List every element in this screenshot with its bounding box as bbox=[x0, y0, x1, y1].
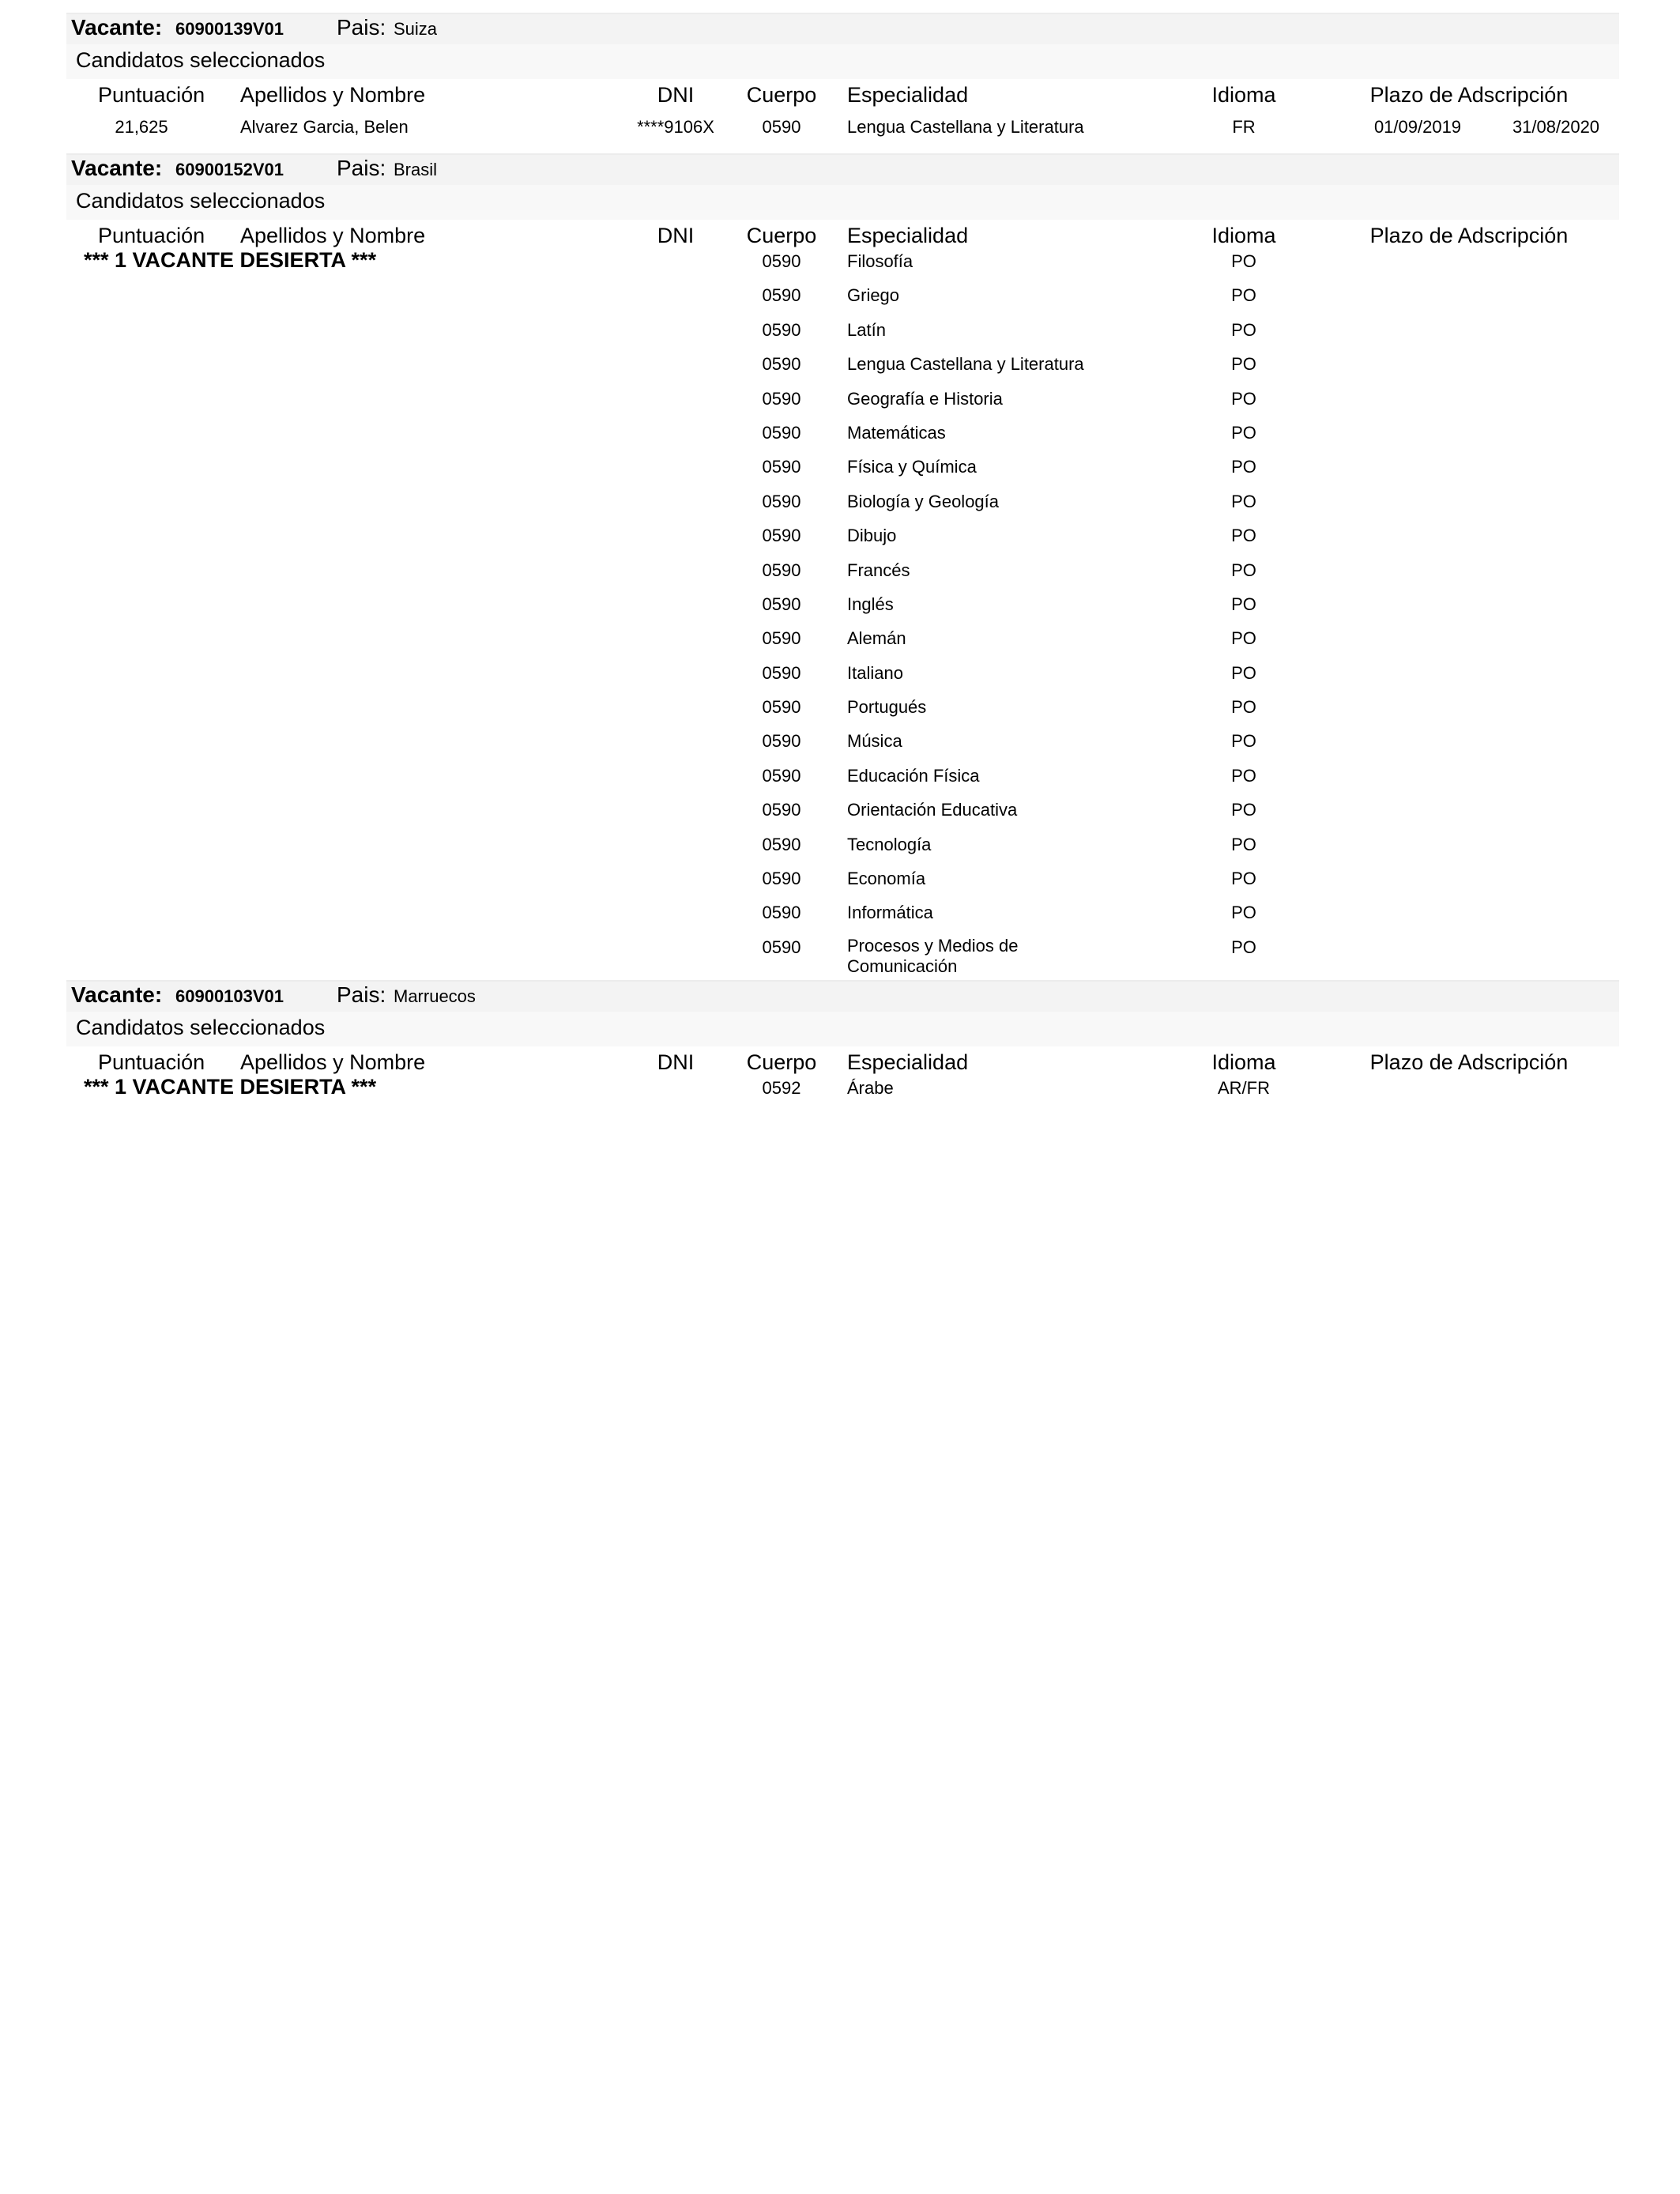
table-row bbox=[66, 590, 1619, 624]
cell-especialidad: Tecnología bbox=[847, 834, 932, 854]
cell-cuerpo: 0590 bbox=[762, 697, 801, 718]
cell-especialidad: Griego bbox=[847, 285, 900, 306]
cell-cuerpo: 0590 bbox=[762, 662, 801, 683]
table-row bbox=[66, 487, 1619, 521]
pais-value: Suiza bbox=[394, 19, 438, 39]
vacante-header bbox=[66, 155, 1619, 185]
col-especialidad: Especialidad bbox=[847, 83, 969, 107]
table-row bbox=[66, 761, 1619, 795]
cell-cuerpo: 0590 bbox=[762, 800, 801, 820]
col-cuerpo: Cuerpo bbox=[746, 224, 817, 247]
cell-idioma: FR bbox=[1232, 117, 1256, 137]
cell-especialidad: Lengua Castellana y Literatura bbox=[847, 354, 1084, 375]
cell-cuerpo: 0592 bbox=[762, 1077, 801, 1098]
cell-especialidad: Portugués bbox=[847, 697, 927, 718]
table-row bbox=[66, 830, 1619, 864]
cell-cuerpo: 0590 bbox=[762, 834, 801, 854]
cell-idioma: PO bbox=[1231, 285, 1256, 306]
cell-idioma: PO bbox=[1231, 765, 1256, 786]
col-idioma: Idioma bbox=[1211, 224, 1276, 247]
col-especialidad: Especialidad bbox=[847, 1050, 969, 1074]
cell-idioma: PO bbox=[1231, 834, 1256, 854]
pais-label: Pais: bbox=[337, 15, 386, 40]
table-row bbox=[66, 726, 1619, 760]
cell-especialidad: Francés bbox=[847, 560, 910, 580]
col-plazo: Plazo de Adscripción bbox=[1369, 83, 1569, 107]
cell-idioma: PO bbox=[1231, 697, 1256, 718]
cell-idioma: PO bbox=[1231, 388, 1256, 409]
col-plazo: Plazo de Adscripción bbox=[1369, 224, 1569, 247]
candidatos-bar bbox=[66, 44, 1619, 79]
cell-idioma: PO bbox=[1231, 903, 1256, 923]
cell-especialidad: Filosofía bbox=[847, 251, 913, 271]
col-plazo: Plazo de Adscripción bbox=[1369, 1050, 1569, 1074]
col-idioma: Idioma bbox=[1211, 1050, 1276, 1074]
col-puntuacion: Puntuación bbox=[98, 1050, 205, 1074]
cell-especialidad: Música bbox=[847, 731, 902, 752]
pais-value: Marruecos bbox=[394, 986, 476, 1006]
table-row bbox=[66, 898, 1619, 932]
cell-puntuacion: 21,625 bbox=[115, 117, 168, 137]
cell-especialidad: Lengua Castellana y Literatura bbox=[847, 117, 1084, 137]
cell-especialidad: Latín bbox=[847, 319, 886, 340]
cell-especialidad: Informática bbox=[847, 903, 933, 923]
cell-cuerpo: 0590 bbox=[762, 285, 801, 306]
table-row bbox=[66, 624, 1619, 658]
table-row bbox=[66, 933, 1619, 978]
col-puntuacion: Puntuación bbox=[98, 83, 205, 107]
cell-idioma: AR/FR bbox=[1218, 1077, 1270, 1098]
cell-cuerpo: 0590 bbox=[762, 903, 801, 923]
cell-cuerpo: 0590 bbox=[762, 491, 801, 511]
col-dni: DNI bbox=[657, 224, 695, 247]
vacante-label: Vacante: bbox=[71, 156, 163, 180]
col-nombre: Apellidos y Nombre bbox=[240, 1050, 426, 1074]
col-idioma: Idioma bbox=[1211, 83, 1276, 107]
cell-idioma: PO bbox=[1231, 457, 1256, 477]
vacante-block bbox=[66, 13, 1619, 153]
table-row bbox=[66, 349, 1619, 383]
table-row bbox=[66, 1073, 1619, 1107]
table-row bbox=[66, 418, 1619, 452]
cell-idioma: PO bbox=[1231, 319, 1256, 340]
cell-cuerpo: 0590 bbox=[762, 731, 801, 752]
vacante-code: 60900152V01 bbox=[175, 160, 284, 179]
cell-especialidad: Geografía e Historia bbox=[847, 388, 1003, 409]
cell-cuerpo: 0590 bbox=[762, 319, 801, 340]
cell-especialidad: Educación Física bbox=[847, 765, 980, 786]
col-nombre: Apellidos y Nombre bbox=[240, 224, 426, 247]
cell-cuerpo: 0590 bbox=[762, 628, 801, 649]
vacante-block bbox=[66, 980, 1619, 1114]
candidatos-label: Candidatos seleccionados bbox=[76, 48, 326, 72]
cell-plazo-desde: 01/09/2019 bbox=[1373, 117, 1462, 137]
col-puntuacion: Puntuación bbox=[98, 224, 205, 247]
col-cuerpo: Cuerpo bbox=[746, 83, 817, 107]
vacante-header bbox=[66, 982, 1619, 1012]
vacante-code: 60900139V01 bbox=[175, 19, 284, 39]
cell-idioma: PO bbox=[1231, 526, 1256, 546]
cell-cuerpo: 0590 bbox=[762, 251, 801, 271]
cell-cuerpo: 0590 bbox=[762, 117, 801, 137]
cell-especialidad: Árabe bbox=[847, 1077, 894, 1098]
cell-especialidad: Inglés bbox=[847, 594, 894, 614]
table-row bbox=[66, 281, 1619, 315]
vacante-desierta-label: *** 1 VACANTE DESIERTA *** bbox=[84, 248, 377, 272]
table-body bbox=[66, 247, 1619, 978]
table-row bbox=[66, 384, 1619, 418]
table-row bbox=[66, 864, 1619, 898]
cell-idioma: PO bbox=[1231, 560, 1256, 580]
vacante-desierta-label: *** 1 VACANTE DESIERTA *** bbox=[84, 1074, 377, 1099]
cell-especialidad: Alemán bbox=[847, 628, 906, 649]
table-row bbox=[66, 692, 1619, 726]
cell-especialidad: Física y Química bbox=[847, 457, 977, 477]
cell-idioma: PO bbox=[1231, 422, 1256, 443]
col-dni: DNI bbox=[657, 83, 695, 107]
table-row bbox=[66, 795, 1619, 829]
cell-idioma: PO bbox=[1231, 937, 1256, 957]
cell-cuerpo: 0590 bbox=[762, 765, 801, 786]
cell-especialidad: Orientación Educativa bbox=[847, 800, 1018, 820]
candidatos-bar bbox=[66, 185, 1619, 220]
table-body bbox=[66, 1073, 1619, 1107]
pais-label: Pais: bbox=[337, 156, 386, 180]
table-row bbox=[66, 521, 1619, 555]
table-row bbox=[66, 112, 1619, 153]
cell-idioma: PO bbox=[1231, 731, 1256, 752]
candidatos-label: Candidatos seleccionados bbox=[76, 1015, 326, 1039]
cell-idioma: PO bbox=[1231, 800, 1256, 820]
cell-idioma: PO bbox=[1231, 662, 1256, 683]
table-row bbox=[66, 315, 1619, 349]
cell-cuerpo: 0590 bbox=[762, 457, 801, 477]
cell-dni: ****9106X bbox=[637, 117, 714, 137]
cell-plazo-hasta: 31/08/2020 bbox=[1512, 117, 1600, 137]
candidatos-label: Candidatos seleccionados bbox=[76, 189, 326, 213]
cell-cuerpo: 0590 bbox=[762, 388, 801, 409]
table-row bbox=[66, 658, 1619, 692]
cell-idioma: PO bbox=[1231, 628, 1256, 649]
vacante-code: 60900103V01 bbox=[175, 986, 284, 1006]
table-row bbox=[66, 556, 1619, 590]
vacante-label: Vacante: bbox=[71, 15, 163, 40]
cell-cuerpo: 0590 bbox=[762, 937, 801, 957]
pais-label: Pais: bbox=[337, 982, 386, 1007]
col-especialidad: Especialidad bbox=[847, 224, 969, 247]
column-header-row bbox=[66, 79, 1619, 112]
cell-especialidad: Matemáticas bbox=[847, 422, 946, 443]
cell-especialidad: Italiano bbox=[847, 662, 903, 683]
table-row bbox=[66, 247, 1619, 281]
cell-cuerpo: 0590 bbox=[762, 354, 801, 375]
cell-idioma: PO bbox=[1231, 251, 1256, 271]
cell-especialidad: Dibujo bbox=[847, 526, 897, 546]
cell-especialidad: Biología y Geología bbox=[847, 491, 1000, 511]
cell-idioma: PO bbox=[1231, 354, 1256, 375]
cell-cuerpo: 0590 bbox=[762, 422, 801, 443]
vacante-label: Vacante: bbox=[71, 982, 163, 1007]
col-cuerpo: Cuerpo bbox=[746, 1050, 817, 1074]
cell-especialidad: Economía bbox=[847, 869, 926, 889]
document-page bbox=[66, 13, 1619, 1114]
cell-idioma: PO bbox=[1231, 491, 1256, 511]
cell-cuerpo: 0590 bbox=[762, 526, 801, 546]
cell-idioma: PO bbox=[1231, 594, 1256, 614]
pais-value: Brasil bbox=[394, 160, 438, 179]
cell-nombre: Alvarez Garcia, Belen bbox=[240, 117, 409, 137]
cell-idioma: PO bbox=[1231, 869, 1256, 889]
cell-cuerpo: 0590 bbox=[762, 594, 801, 614]
table-row bbox=[66, 452, 1619, 486]
vacante-header bbox=[66, 14, 1619, 44]
vacante-block bbox=[66, 153, 1619, 985]
cell-cuerpo: 0590 bbox=[762, 560, 801, 580]
col-nombre: Apellidos y Nombre bbox=[240, 83, 426, 107]
col-dni: DNI bbox=[657, 1050, 695, 1074]
cell-especialidad: Procesos y Medios de Comunicación bbox=[847, 935, 1019, 976]
cell-cuerpo: 0590 bbox=[762, 869, 801, 889]
candidatos-bar bbox=[66, 1012, 1619, 1046]
